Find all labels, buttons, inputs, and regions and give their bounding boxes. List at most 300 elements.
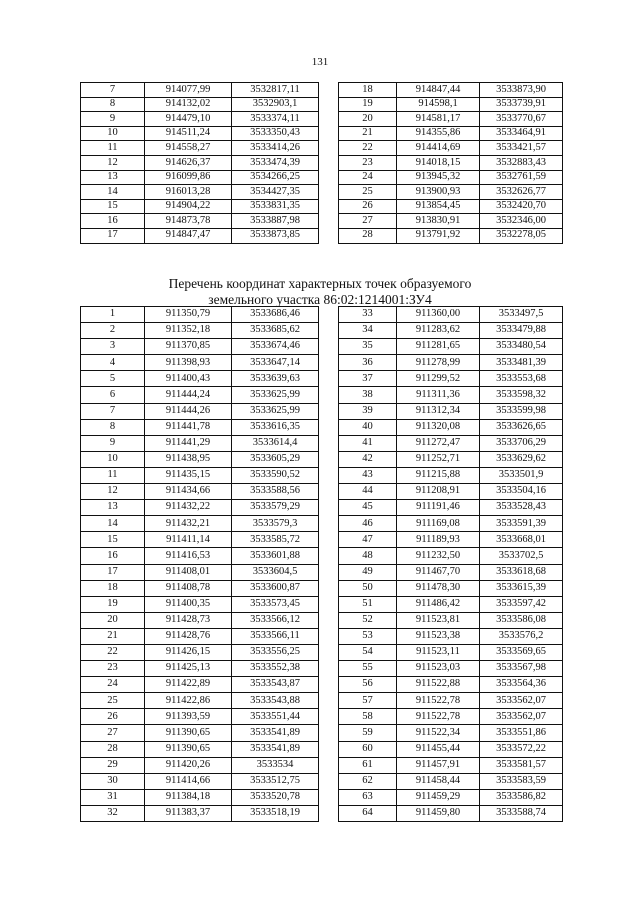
y-coordinate-cell: 3533541,89 <box>232 741 319 757</box>
point-number-cell: 9 <box>81 112 145 127</box>
point-number-cell: 14 <box>81 516 145 532</box>
x-coordinate-cell: 911522,34 <box>397 725 480 741</box>
point-number-cell: 51 <box>339 596 397 612</box>
y-coordinate-cell: 3533512,75 <box>232 773 319 789</box>
x-coordinate-cell: 911523,38 <box>397 628 480 644</box>
table-row <box>81 500 319 516</box>
table-row <box>81 644 319 660</box>
x-coordinate-cell: 911426,15 <box>145 644 232 660</box>
x-coordinate-cell: 911523,03 <box>397 661 480 677</box>
x-coordinate-cell: 911189,93 <box>397 532 480 548</box>
point-number-cell: 42 <box>339 451 397 467</box>
x-coordinate-cell: 914132,02 <box>145 97 232 112</box>
y-coordinate-cell: 3533887,98 <box>232 214 319 229</box>
y-coordinate-cell: 3533541,89 <box>232 725 319 741</box>
y-coordinate-cell: 3533597,42 <box>480 596 563 612</box>
table-row <box>81 789 319 805</box>
x-coordinate-cell: 911393,59 <box>145 709 232 725</box>
point-number-cell: 19 <box>81 596 145 612</box>
y-coordinate-cell: 3534427,35 <box>232 185 319 200</box>
table-row <box>339 141 563 156</box>
table-row <box>339 199 563 214</box>
x-coordinate-cell: 911441,78 <box>145 419 232 435</box>
table-row <box>339 612 563 628</box>
x-coordinate-cell: 911400,35 <box>145 596 232 612</box>
point-number-cell: 46 <box>339 516 397 532</box>
table-row <box>339 564 563 580</box>
table-row <box>339 644 563 660</box>
point-number-cell: 17 <box>81 564 145 580</box>
y-coordinate-cell: 3533598,32 <box>480 387 563 403</box>
y-coordinate-cell: 3533572,22 <box>480 741 563 757</box>
table-row <box>81 709 319 725</box>
point-number-cell: 39 <box>339 403 397 419</box>
point-number-cell: 18 <box>339 83 397 98</box>
point-number-cell: 44 <box>339 484 397 500</box>
table-row <box>81 355 319 371</box>
coordinates-table-part-1-left <box>80 82 319 244</box>
y-coordinate-cell: 3533543,88 <box>232 693 319 709</box>
x-coordinate-cell: 911428,73 <box>145 612 232 628</box>
table-row <box>339 467 563 483</box>
point-number-cell: 7 <box>81 83 145 98</box>
x-coordinate-cell: 911360,00 <box>397 307 480 323</box>
x-coordinate-cell: 914558,27 <box>145 141 232 156</box>
table-row <box>339 580 563 596</box>
x-coordinate-cell: 911312,34 <box>397 403 480 419</box>
table-row <box>339 741 563 757</box>
y-coordinate-cell: 3533579,3 <box>232 516 319 532</box>
table-row <box>339 532 563 548</box>
point-number-cell: 54 <box>339 644 397 660</box>
y-coordinate-cell: 3533479,88 <box>480 323 563 339</box>
table-row <box>339 355 563 371</box>
x-coordinate-cell: 914581,17 <box>397 112 480 127</box>
x-coordinate-cell: 911352,18 <box>145 323 232 339</box>
table-row <box>339 757 563 773</box>
point-number-cell: 64 <box>339 805 397 821</box>
point-number-cell: 26 <box>339 199 397 214</box>
point-number-cell: 37 <box>339 371 397 387</box>
y-coordinate-cell: 3533599,98 <box>480 403 563 419</box>
point-number-cell: 33 <box>339 307 397 323</box>
point-number-cell: 8 <box>81 419 145 435</box>
point-number-cell: 22 <box>339 141 397 156</box>
table-row <box>339 126 563 141</box>
x-coordinate-cell: 911522,88 <box>397 677 480 693</box>
x-coordinate-cell: 913854,45 <box>397 199 480 214</box>
table-row <box>339 112 563 127</box>
point-number-cell: 23 <box>81 661 145 677</box>
x-coordinate-cell: 911522,78 <box>397 693 480 709</box>
y-coordinate-cell: 3533501,9 <box>480 467 563 483</box>
table-row <box>81 580 319 596</box>
point-number-cell: 10 <box>81 126 145 141</box>
coordinates-table-zu4-left <box>80 306 319 822</box>
y-coordinate-cell: 3533585,72 <box>232 532 319 548</box>
point-number-cell: 61 <box>339 757 397 773</box>
y-coordinate-cell: 3533770,67 <box>480 112 563 127</box>
table-row <box>81 596 319 612</box>
table-row <box>81 757 319 773</box>
point-number-cell: 24 <box>81 677 145 693</box>
point-number-cell: 47 <box>339 532 397 548</box>
table-row <box>339 789 563 805</box>
y-coordinate-cell: 3533414,26 <box>232 141 319 156</box>
table-row <box>339 83 563 98</box>
y-coordinate-cell: 3533686,46 <box>232 307 319 323</box>
x-coordinate-cell: 913830,91 <box>397 214 480 229</box>
table-row <box>81 228 319 243</box>
y-coordinate-cell: 3533702,5 <box>480 548 563 564</box>
y-coordinate-cell: 3533605,29 <box>232 451 319 467</box>
y-coordinate-cell: 3533566,12 <box>232 612 319 628</box>
x-coordinate-cell: 916013,28 <box>145 185 232 200</box>
x-coordinate-cell: 911459,29 <box>397 789 480 805</box>
x-coordinate-cell: 911370,85 <box>145 339 232 355</box>
table-row <box>339 773 563 789</box>
y-coordinate-cell: 3533668,01 <box>480 532 563 548</box>
heading-line-2: земельного участка 86:02:1214001:ЗУ4 <box>208 292 432 307</box>
x-coordinate-cell: 911432,21 <box>145 516 232 532</box>
x-coordinate-cell: 914847,47 <box>145 228 232 243</box>
y-coordinate-cell: 3533618,68 <box>480 564 563 580</box>
table-row <box>81 185 319 200</box>
heading-line-1: Перечень координат характерных точек образуемого <box>168 276 472 291</box>
y-coordinate-cell: 3533551,86 <box>480 725 563 741</box>
y-coordinate-cell: 3533480,54 <box>480 339 563 355</box>
x-coordinate-cell: 911428,76 <box>145 628 232 644</box>
point-number-cell: 28 <box>81 741 145 757</box>
x-coordinate-cell: 911278,99 <box>397 355 480 371</box>
x-coordinate-cell: 914847,44 <box>397 83 480 98</box>
y-coordinate-cell: 3533583,59 <box>480 773 563 789</box>
point-number-cell: 38 <box>339 387 397 403</box>
y-coordinate-cell: 3533573,45 <box>232 596 319 612</box>
x-coordinate-cell: 911457,91 <box>397 757 480 773</box>
x-coordinate-cell: 911169,08 <box>397 516 480 532</box>
y-coordinate-cell: 3533374,11 <box>232 112 319 127</box>
y-coordinate-cell: 3533474,39 <box>232 155 319 170</box>
table-row <box>339 228 563 243</box>
point-number-cell: 4 <box>81 355 145 371</box>
point-number-cell: 8 <box>81 97 145 112</box>
y-coordinate-cell: 3532346,00 <box>480 214 563 229</box>
point-number-cell: 50 <box>339 580 397 596</box>
x-coordinate-cell: 911425,13 <box>145 661 232 677</box>
table-row <box>81 97 319 112</box>
y-coordinate-cell: 3533350,43 <box>232 126 319 141</box>
table-row <box>339 677 563 693</box>
x-coordinate-cell: 911208,91 <box>397 484 480 500</box>
point-number-cell: 21 <box>339 126 397 141</box>
y-coordinate-cell: 3533562,07 <box>480 709 563 725</box>
point-number-cell: 25 <box>339 185 397 200</box>
x-coordinate-cell: 911422,86 <box>145 693 232 709</box>
table-row <box>81 112 319 127</box>
coordinates-table-zu4-right <box>338 306 563 822</box>
point-number-cell: 52 <box>339 612 397 628</box>
table-row <box>81 773 319 789</box>
table-row <box>81 516 319 532</box>
x-coordinate-cell: 911455,44 <box>397 741 480 757</box>
table-row <box>81 741 319 757</box>
point-number-cell: 53 <box>339 628 397 644</box>
point-number-cell: 2 <box>81 323 145 339</box>
x-coordinate-cell: 911272,47 <box>397 435 480 451</box>
y-coordinate-cell: 3533615,39 <box>480 580 563 596</box>
y-coordinate-cell: 3533626,65 <box>480 419 563 435</box>
table-row <box>339 419 563 435</box>
point-number-cell: 29 <box>81 757 145 773</box>
y-coordinate-cell: 3533543,87 <box>232 677 319 693</box>
point-number-cell: 26 <box>81 709 145 725</box>
y-coordinate-cell: 3533553,68 <box>480 371 563 387</box>
point-number-cell: 49 <box>339 564 397 580</box>
x-coordinate-cell: 914414,69 <box>397 141 480 156</box>
table-row <box>81 805 319 821</box>
point-number-cell: 36 <box>339 355 397 371</box>
table-row <box>81 612 319 628</box>
point-number-cell: 43 <box>339 467 397 483</box>
point-number-cell: 62 <box>339 773 397 789</box>
x-coordinate-cell: 911400,43 <box>145 371 232 387</box>
point-number-cell: 19 <box>339 97 397 112</box>
point-number-cell: 9 <box>81 435 145 451</box>
table-row <box>339 709 563 725</box>
table-row <box>81 467 319 483</box>
y-coordinate-cell: 3532883,43 <box>480 155 563 170</box>
table-row <box>339 548 563 564</box>
table-row <box>81 435 319 451</box>
x-coordinate-cell: 911215,88 <box>397 467 480 483</box>
point-number-cell: 34 <box>339 323 397 339</box>
point-number-cell: 15 <box>81 532 145 548</box>
table-row <box>339 307 563 323</box>
table-row <box>81 725 319 741</box>
y-coordinate-cell: 3533586,82 <box>480 789 563 805</box>
y-coordinate-cell: 3533639,63 <box>232 371 319 387</box>
table-row <box>339 323 563 339</box>
point-number-cell: 22 <box>81 644 145 660</box>
x-coordinate-cell: 911416,53 <box>145 548 232 564</box>
table-row <box>81 155 319 170</box>
table-row <box>339 693 563 709</box>
point-number-cell: 20 <box>339 112 397 127</box>
x-coordinate-cell: 911441,29 <box>145 435 232 451</box>
point-number-cell: 7 <box>81 403 145 419</box>
y-coordinate-cell: 3533567,98 <box>480 661 563 677</box>
y-coordinate-cell: 3533518,19 <box>232 805 319 821</box>
table-row <box>339 484 563 500</box>
table-row <box>339 403 563 419</box>
table-row <box>81 126 319 141</box>
x-coordinate-cell: 911408,01 <box>145 564 232 580</box>
x-coordinate-cell: 911350,79 <box>145 307 232 323</box>
point-number-cell: 6 <box>81 387 145 403</box>
y-coordinate-cell: 3533551,44 <box>232 709 319 725</box>
y-coordinate-cell: 3533520,78 <box>232 789 319 805</box>
point-number-cell: 32 <box>81 805 145 821</box>
point-number-cell: 57 <box>339 693 397 709</box>
point-number-cell: 28 <box>339 228 397 243</box>
y-coordinate-cell: 3533625,99 <box>232 403 319 419</box>
y-coordinate-cell: 3533552,38 <box>232 661 319 677</box>
y-coordinate-cell: 3533614,4 <box>232 435 319 451</box>
table-row <box>81 199 319 214</box>
point-number-cell: 41 <box>339 435 397 451</box>
x-coordinate-cell: 911252,71 <box>397 451 480 467</box>
y-coordinate-cell: 3533629,62 <box>480 451 563 467</box>
y-coordinate-cell: 3532626,77 <box>480 185 563 200</box>
x-coordinate-cell: 914598,1 <box>397 97 480 112</box>
x-coordinate-cell: 913791,92 <box>397 228 480 243</box>
table-row <box>81 532 319 548</box>
x-coordinate-cell: 914077,99 <box>145 83 232 98</box>
table-row <box>81 307 319 323</box>
table-row <box>339 387 563 403</box>
table-row <box>339 661 563 677</box>
x-coordinate-cell: 911232,50 <box>397 548 480 564</box>
point-number-cell: 12 <box>81 484 145 500</box>
table-row <box>339 214 563 229</box>
x-coordinate-cell: 914511,24 <box>145 126 232 141</box>
x-coordinate-cell: 911411,14 <box>145 532 232 548</box>
x-coordinate-cell: 911390,65 <box>145 741 232 757</box>
table-row <box>339 339 563 355</box>
y-coordinate-cell: 3533588,56 <box>232 484 319 500</box>
x-coordinate-cell: 911435,15 <box>145 467 232 483</box>
x-coordinate-cell: 911432,22 <box>145 500 232 516</box>
table-row <box>81 387 319 403</box>
table-row <box>339 628 563 644</box>
x-coordinate-cell: 911191,46 <box>397 500 480 516</box>
table-row <box>339 516 563 532</box>
y-coordinate-cell: 3533497,5 <box>480 307 563 323</box>
table-row <box>339 500 563 516</box>
y-coordinate-cell: 3533600,87 <box>232 580 319 596</box>
point-number-cell: 23 <box>339 155 397 170</box>
y-coordinate-cell: 3532817,11 <box>232 83 319 98</box>
x-coordinate-cell: 911458,44 <box>397 773 480 789</box>
point-number-cell: 21 <box>81 628 145 644</box>
table-row <box>339 805 563 821</box>
point-number-cell: 24 <box>339 170 397 185</box>
y-coordinate-cell: 3533873,85 <box>232 228 319 243</box>
x-coordinate-cell: 913945,32 <box>397 170 480 185</box>
section-heading <box>0 276 640 308</box>
y-coordinate-cell: 3533504,16 <box>480 484 563 500</box>
y-coordinate-cell: 3533706,29 <box>480 435 563 451</box>
x-coordinate-cell: 914355,86 <box>397 126 480 141</box>
y-coordinate-cell: 3533739,91 <box>480 97 563 112</box>
point-number-cell: 11 <box>81 467 145 483</box>
x-coordinate-cell: 911478,30 <box>397 580 480 596</box>
y-coordinate-cell: 3533566,11 <box>232 628 319 644</box>
point-number-cell: 56 <box>339 677 397 693</box>
y-coordinate-cell: 3533831,35 <box>232 199 319 214</box>
point-number-cell: 17 <box>81 228 145 243</box>
x-coordinate-cell: 916099,86 <box>145 170 232 185</box>
y-coordinate-cell: 3533590,52 <box>232 467 319 483</box>
y-coordinate-cell: 3532420,70 <box>480 199 563 214</box>
x-coordinate-cell: 913900,93 <box>397 185 480 200</box>
point-number-cell: 31 <box>81 789 145 805</box>
point-number-cell: 27 <box>339 214 397 229</box>
point-number-cell: 16 <box>81 214 145 229</box>
y-coordinate-cell: 3533576,2 <box>480 628 563 644</box>
x-coordinate-cell: 911459,80 <box>397 805 480 821</box>
point-number-cell: 16 <box>81 548 145 564</box>
y-coordinate-cell: 3533604,5 <box>232 564 319 580</box>
y-coordinate-cell: 3533601,88 <box>232 548 319 564</box>
y-coordinate-cell: 3533647,14 <box>232 355 319 371</box>
point-number-cell: 14 <box>81 185 145 200</box>
x-coordinate-cell: 911283,62 <box>397 323 480 339</box>
table-row <box>81 214 319 229</box>
y-coordinate-cell: 3532278,05 <box>480 228 563 243</box>
x-coordinate-cell: 911390,65 <box>145 725 232 741</box>
y-coordinate-cell: 3533616,35 <box>232 419 319 435</box>
x-coordinate-cell: 911320,08 <box>397 419 480 435</box>
y-coordinate-cell: 3533591,39 <box>480 516 563 532</box>
x-coordinate-cell: 911438,95 <box>145 451 232 467</box>
table-row <box>81 677 319 693</box>
y-coordinate-cell: 3533579,29 <box>232 500 319 516</box>
x-coordinate-cell: 911467,70 <box>397 564 480 580</box>
point-number-cell: 1 <box>81 307 145 323</box>
table-row <box>81 141 319 156</box>
x-coordinate-cell: 911408,78 <box>145 580 232 596</box>
y-coordinate-cell: 3533564,36 <box>480 677 563 693</box>
point-number-cell: 60 <box>339 741 397 757</box>
x-coordinate-cell: 911486,42 <box>397 596 480 612</box>
table-row <box>339 155 563 170</box>
x-coordinate-cell: 911384,18 <box>145 789 232 805</box>
point-number-cell: 25 <box>81 693 145 709</box>
y-coordinate-cell: 3533581,57 <box>480 757 563 773</box>
y-coordinate-cell: 3533685,62 <box>232 323 319 339</box>
y-coordinate-cell: 3533674,46 <box>232 339 319 355</box>
y-coordinate-cell: 3533528,43 <box>480 500 563 516</box>
point-number-cell: 13 <box>81 500 145 516</box>
y-coordinate-cell: 3533588,74 <box>480 805 563 821</box>
point-number-cell: 12 <box>81 155 145 170</box>
point-number-cell: 48 <box>339 548 397 564</box>
y-coordinate-cell: 3532903,1 <box>232 97 319 112</box>
table-row <box>81 628 319 644</box>
x-coordinate-cell: 911311,36 <box>397 387 480 403</box>
table-row <box>339 596 563 612</box>
table-row <box>81 451 319 467</box>
x-coordinate-cell: 911281,65 <box>397 339 480 355</box>
y-coordinate-cell: 3533464,91 <box>480 126 563 141</box>
x-coordinate-cell: 914904,22 <box>145 199 232 214</box>
table-row <box>339 435 563 451</box>
point-number-cell: 27 <box>81 725 145 741</box>
table-row <box>339 185 563 200</box>
point-number-cell: 45 <box>339 500 397 516</box>
point-number-cell: 11 <box>81 141 145 156</box>
point-number-cell: 15 <box>81 199 145 214</box>
coordinates-table-part-1-right <box>338 82 563 244</box>
x-coordinate-cell: 914626,37 <box>145 155 232 170</box>
y-coordinate-cell: 3533421,57 <box>480 141 563 156</box>
point-number-cell: 10 <box>81 451 145 467</box>
y-coordinate-cell: 3533625,99 <box>232 387 319 403</box>
x-coordinate-cell: 911523,11 <box>397 644 480 660</box>
y-coordinate-cell: 3533534 <box>232 757 319 773</box>
